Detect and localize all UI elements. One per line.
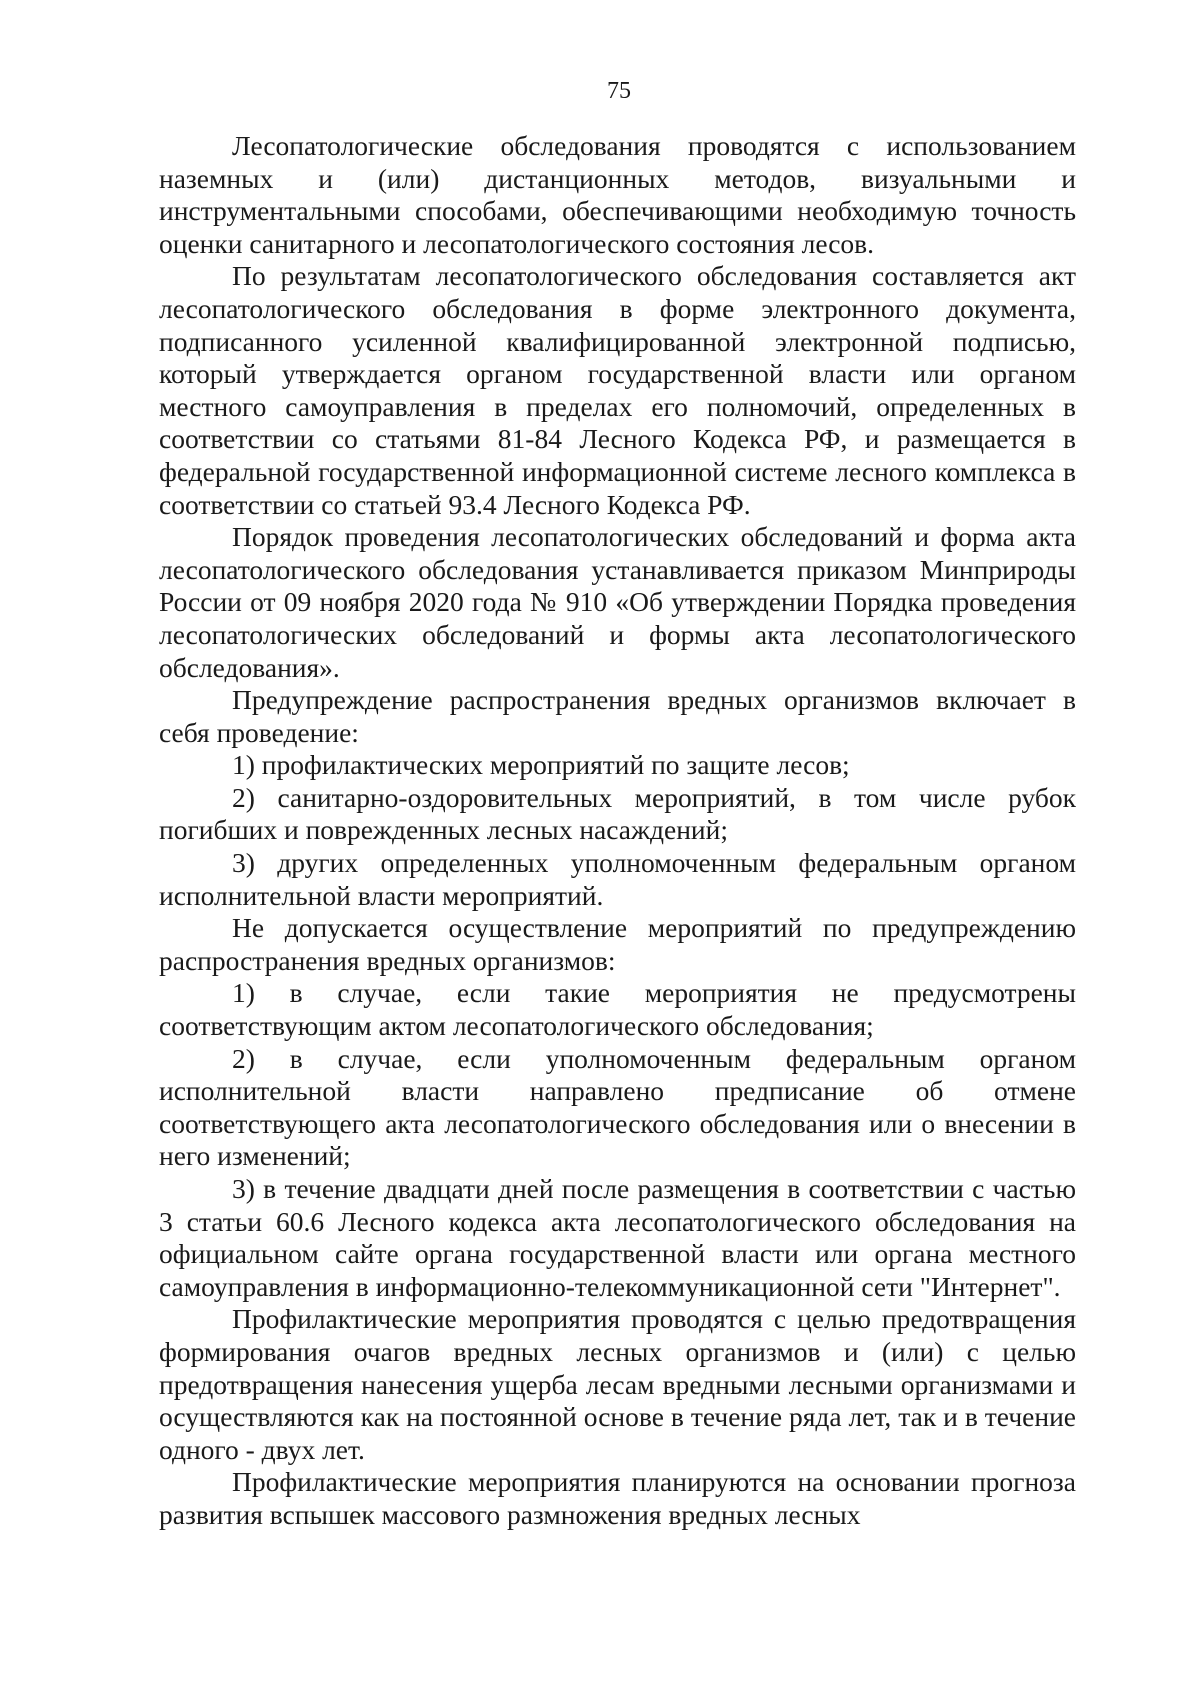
document-body xyxy=(159,130,1076,1532)
list-item-restriction-2: 2) в случае, если уполномоченным федеральным органом исполнительной власти направлено предписание об отмене соответствующего акта лесопатологического обследования или о внесении в него изменений; xyxy=(159,1042,1076,1172)
paragraph-survey-procedure: Порядок проведения лесопатологических обследований и форма акта лесопатологического обследования устанавливается приказом Минприроды России от 09 ноября 2020 года № 910 «Об утверждении Порядка проведения лесопатологических обследований и формы акта лесопатологического обследования». xyxy=(159,521,1076,683)
paragraph-preventive-measures: Профилактические мероприятия проводятся с целью предотвращения формирования очагов вредных лесных организмов и (или) с целью предотвращения нанесения ущерба лесам вредными лесными организмами и осуществляются как на постоянной основе в течение ряда лет, так и в течение одного - двух лет. xyxy=(159,1303,1076,1465)
paragraph-restrictions-intro: Не допускается осуществление мероприятий по предупреждению распространения вредных организмов: xyxy=(159,912,1076,976)
page-number: 75 xyxy=(607,78,631,104)
list-item-restriction-1: 1) в случае, если такие мероприятия не предусмотрены соответствующим актом лесопатологического обследования; xyxy=(159,977,1076,1042)
paragraph-prevention-intro: Предупреждение распространения вредных организмов включает в себя проведение: xyxy=(159,684,1076,748)
paragraph-preventive-planning: Профилактические мероприятия планируются на основании прогноза развития вспышек массового размножения вредных лесных xyxy=(159,1466,1076,1530)
list-item-prevention-2: 2) санитарно-оздоровительных мероприятий, в том числе рубок погибших и поврежденных лесных насаждений; xyxy=(159,781,1076,846)
list-item-prevention-1: 1) профилактических мероприятий по защите лесов; xyxy=(232,749,850,781)
paragraph-survey-act: По результатам лесопатологического обследования составляется акт лесопатологического обследования в форме электронного документа, подписанного усиленной квалифицированной электронной подписью, который утверждается органом государственной власти или органом местного самоуправления в пределах его полномочий, определенных в соответствии со статьями 81-84 Лесного Кодекса РФ, и размещается в федеральной государственной информационной системе лесного комплекса в соответствии со статьей 93.4 Лесного Кодекса РФ. xyxy=(159,260,1076,520)
list-item-prevention-3: 3) других определенных уполномоченным федеральным органом исполнительной власти мероприятий. xyxy=(159,847,1076,911)
list-item-restriction-3: 3) в течение двадцати дней после размещения в соответствии с частью 3 статьи 60.6 Лесного кодекса акта лесопатологического обследования на официальном сайте органа государственной власти или органа местного самоуправления в информационно-телекоммуникационной сети "Интернет". xyxy=(159,1173,1076,1302)
paragraph-survey-methods: Лесопатологические обследования проводятся с использованием наземных и (или) дистанционных методов, визуальными и инструментальными способами, обеспечивающими необходимую точность оценки санитарного и лесопатологического состояния лесов. xyxy=(159,130,1076,259)
